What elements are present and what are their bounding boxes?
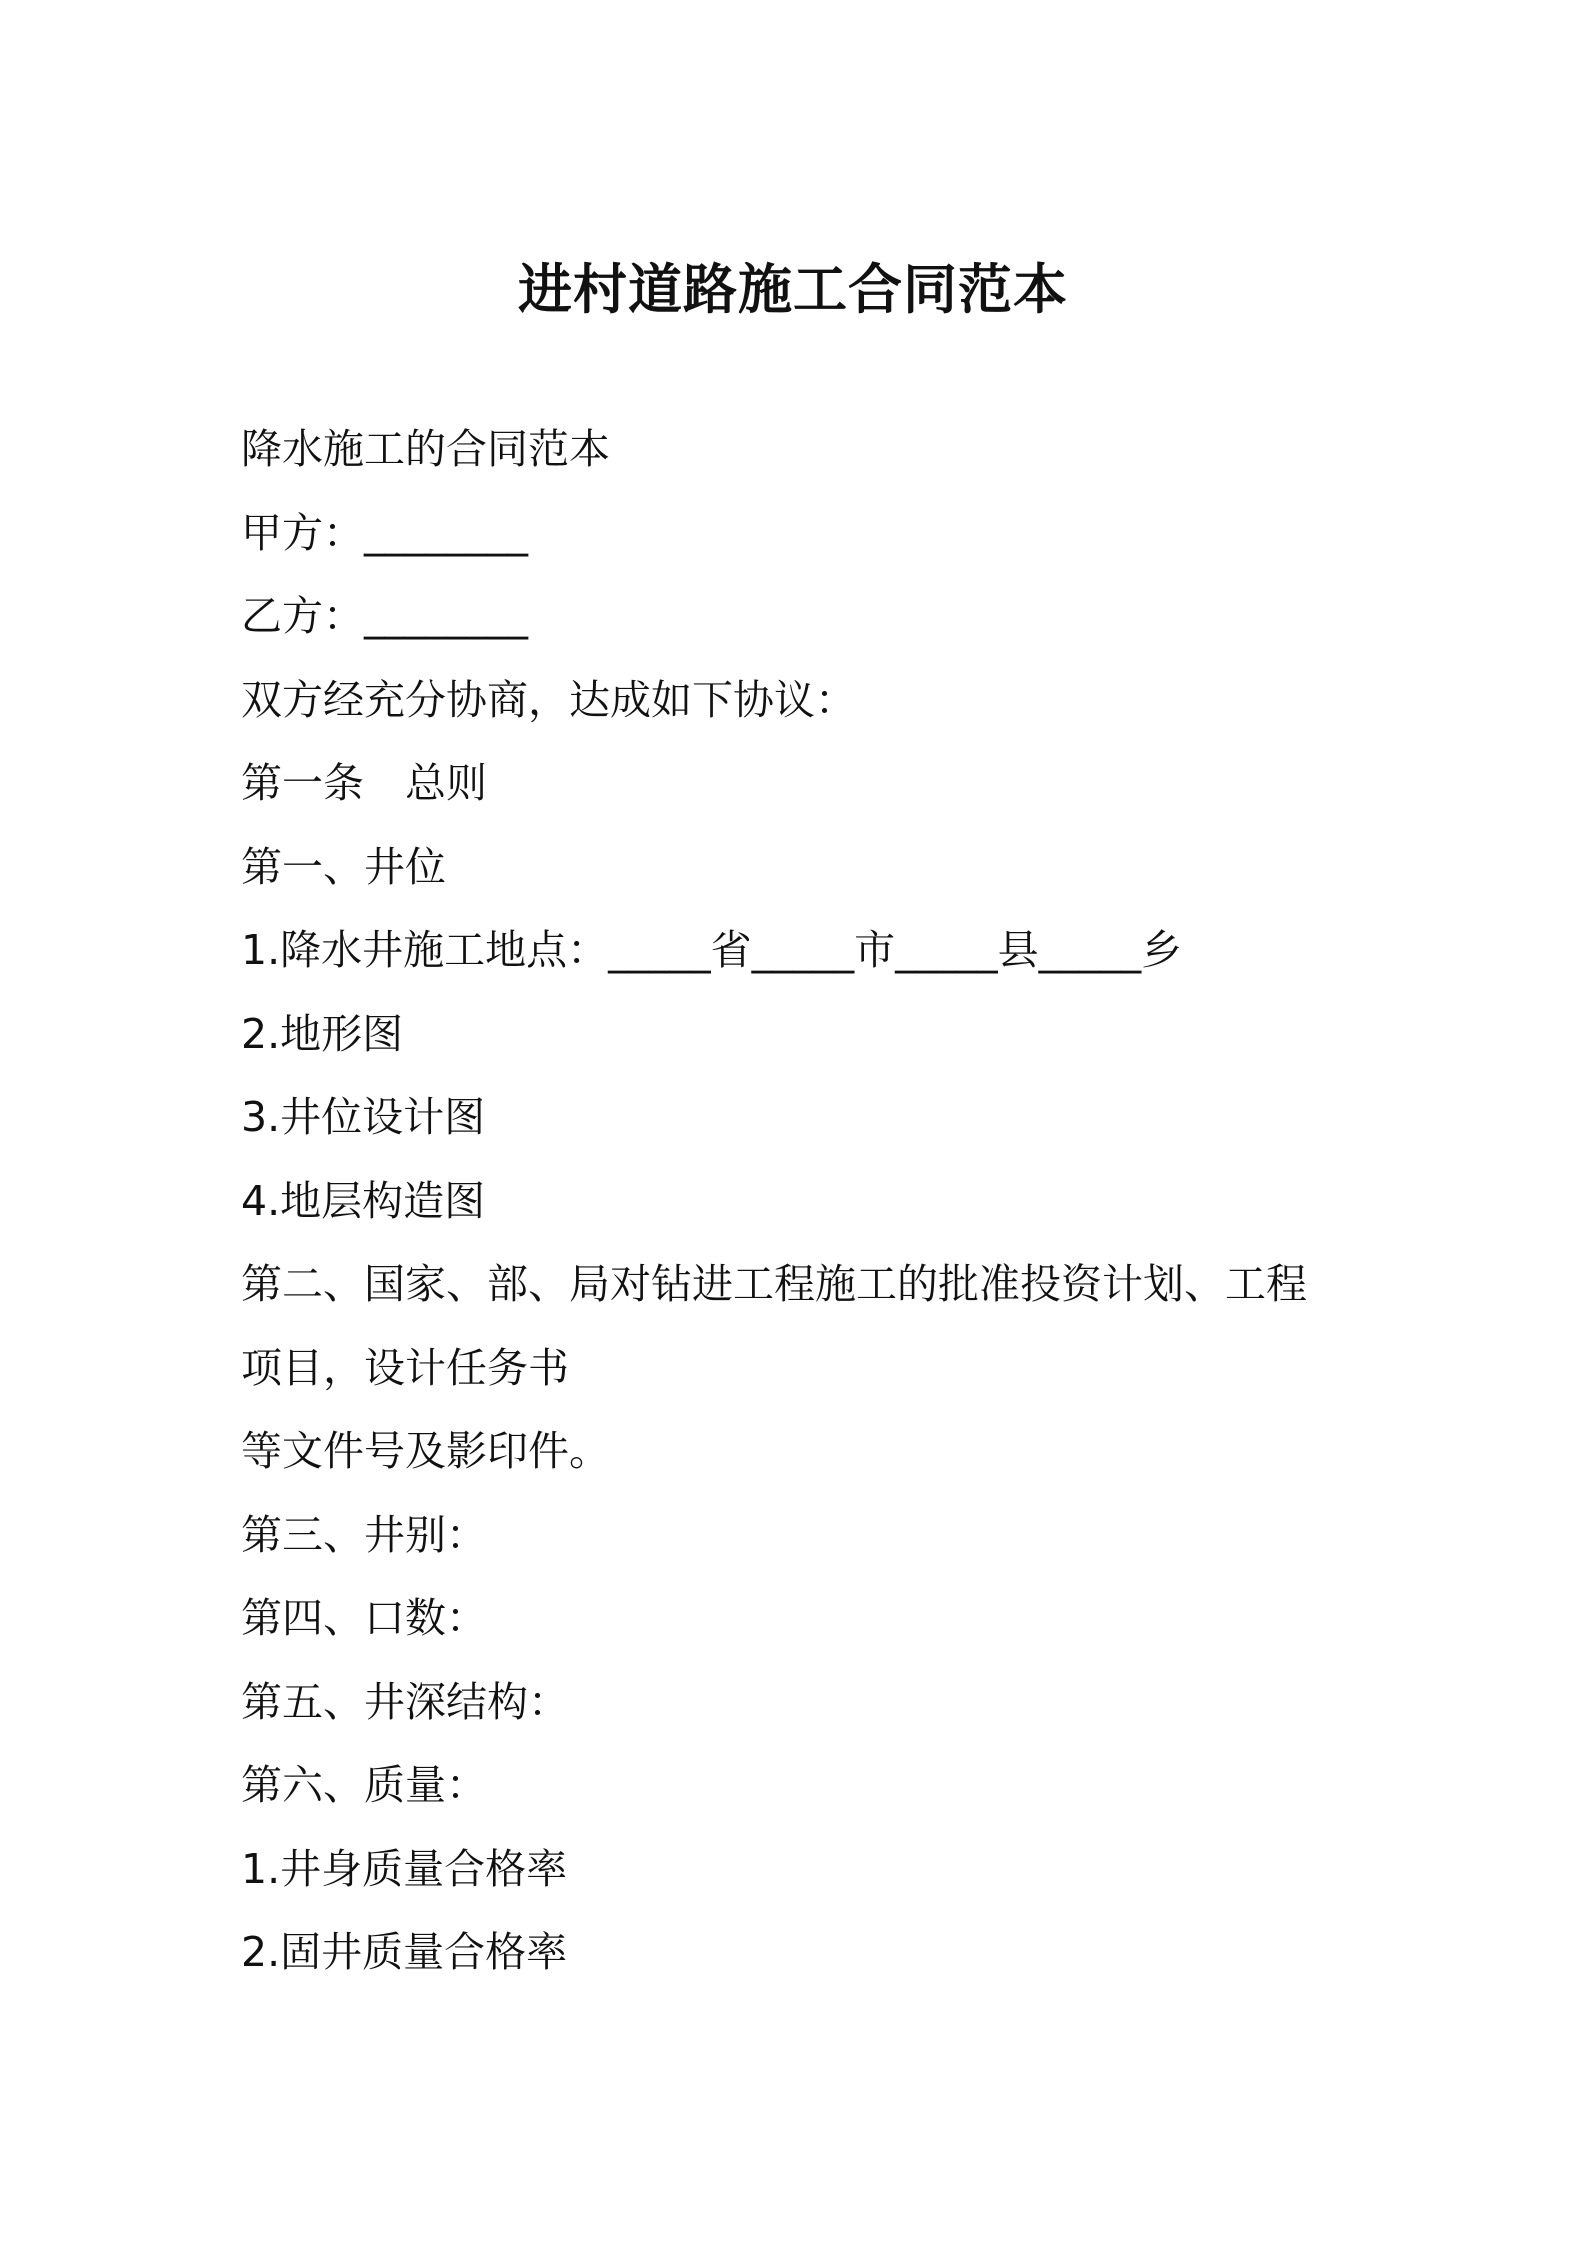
party-b-line: 乙方：________ [241,592,528,640]
list-item: 2.固井质量合格率 [241,1928,568,1976]
document-body [241,408,1381,1995]
section-heading: 第二、国家、部、局对钻进工程施工的批准投资计划、工程 [241,1260,1307,1308]
list-item: 2.地形图 [241,1009,404,1058]
paragraph-line: 项目，设计任务书 [241,1343,569,1392]
section-heading: 第六、质量： [241,1761,487,1809]
section-heading: 第三、井别： [241,1510,487,1559]
section-heading: 第一、井位 [241,842,446,891]
list-item: 4.地层构造图 [241,1176,486,1225]
list-item: 1.降水井施工地点：_____省_____市_____县_____乡 [241,926,1183,974]
section-heading: 第五、井深结构： [241,1677,569,1726]
doc-subtitle: 降水施工的合同范本 [241,425,610,473]
article-heading: 第一条 总则 [241,759,487,807]
paragraph-line: 等文件号及影印件。 [241,1427,610,1475]
section-heading: 第四、口数： [241,1594,487,1642]
list-item: 3.井位设计图 [241,1093,486,1141]
agreement-intro: 双方经充分协商，达成如下协议： [241,675,856,724]
document-title: 进村道路施工合同范本 [518,258,1068,321]
list-item: 1.井身质量合格率 [241,1844,568,1893]
party-a-line: 甲方：________ [241,508,528,557]
